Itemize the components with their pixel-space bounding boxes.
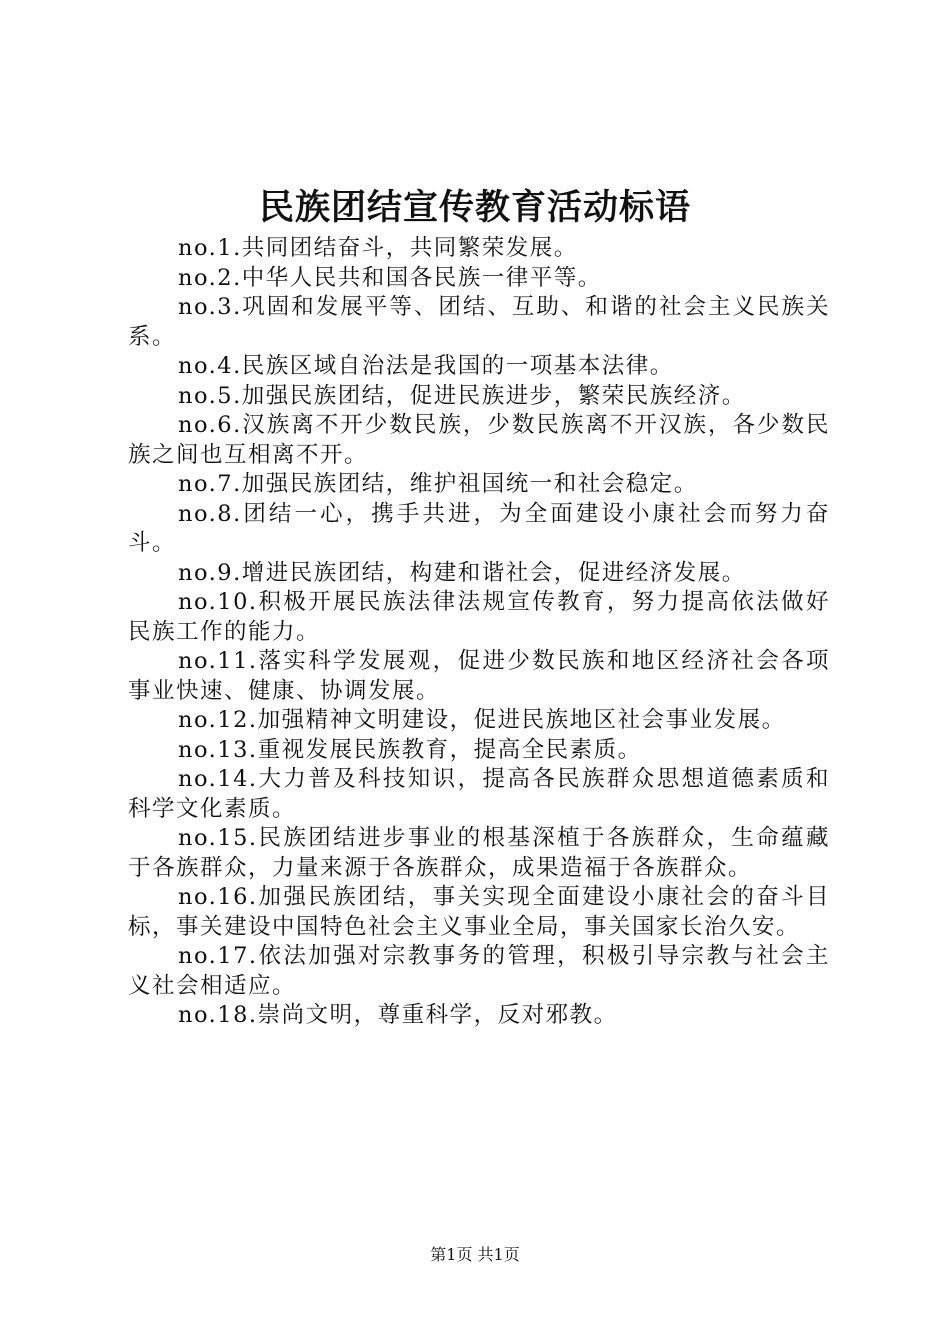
slogan-item: no.17.依法加强对宗教事务的管理，积极引导宗教与社会主义社会相适应。 [128,943,830,999]
slogan-item: no.11.落实科学发展观，促进少数民族和地区经济社会各项事业快速、健康、协调发展。 [128,648,830,704]
slogan-item: no.16.加强民族团结，事关实现全面建设小康社会的奋斗目标，事关建设中国特色社会主义事业全局，事关国家长治久安。 [128,884,830,940]
slogan-item: no.5.加强民族团结，促进民族进步，繁荣民族经济。 [178,382,746,409]
slogan-item: no.9.增进民族团结，构建和谐社会，促进经济发展。 [178,559,746,586]
document-title: 民族团结宣传教育活动标语 [258,187,691,228]
slogan-item: no.3.巩固和发展平等、团结、互助、和谐的社会主义民族关系。 [128,294,830,350]
slogan-item: no.6.汉族离不开少数民族，少数民族离不开汉族，各少数民族之间也互相离不开。 [128,412,830,468]
slogan-item: no.4.民族区域自治法是我国的一项基本法律。 [178,353,674,379]
page-footer: 第1页 共1页 [430,1245,520,1264]
slogan-item: no.15.民族团结进步事业的根基深植于各族群众，生命蕴藏于各族群众，力量来源于各族群众，成果造福于各族群众。 [128,825,830,881]
slogan-item: no.14.大力普及科技知识，提高各民族群众思想道德素质和科学文化素质。 [128,766,830,822]
slogan-item: no.8.团结一心，携手共进，为全面建设小康社会而努力奋斗。 [128,500,830,556]
slogan-item: no.12.加强精神文明建设，促进民族地区社会事业发展。 [178,707,786,733]
slogan-item: no.18.崇尚文明，尊重科学，反对邪教。 [178,1002,618,1028]
slogan-item: no.2.中华人民共和国各民族一律平等。 [178,264,602,291]
slogan-item: no.1.共同团结奋斗，共同繁荣发展。 [178,235,578,261]
slogan-item: no.10.积极开展民族法律法规宣传教育，努力提高依法做好民族工作的能力。 [128,589,830,645]
slogan-item: no.7.加强民族团结，维护祖国统一和社会稳定。 [178,471,698,497]
slogan-item: no.13.重视发展民族教育，提高全民素质。 [178,736,642,763]
slogan-list [128,234,830,1031]
